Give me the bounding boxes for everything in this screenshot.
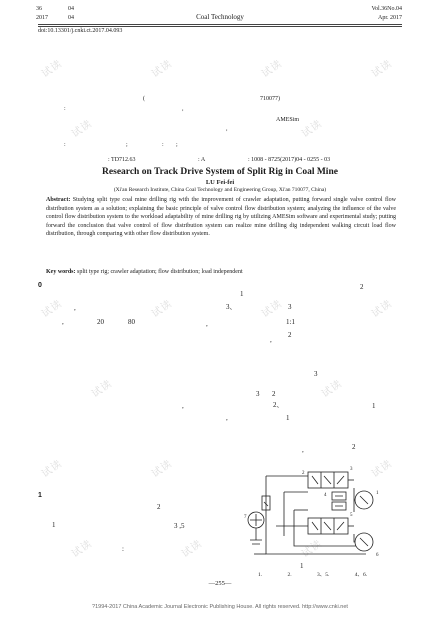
header-rule: [38, 24, 402, 25]
body-fragment: 3 ,5: [174, 522, 185, 530]
body-fragment: 3: [288, 303, 292, 311]
svg-text:3: 3: [350, 467, 353, 472]
watermark-text: 试读: [259, 298, 285, 320]
watermark-text: 试读: [299, 538, 325, 560]
section-0-heading: 0: [38, 282, 42, 289]
body-fragment: ,: [62, 318, 64, 326]
watermark-text: 试读: [149, 298, 175, 320]
figure-1-number: 1: [300, 562, 304, 570]
english-author: LU Fei-fei: [205, 179, 235, 186]
watermark-text: 试读: [369, 58, 395, 80]
article-number: : 1008 - 8725(2017)04 - 0255 - 03: [248, 157, 331, 163]
body-fragment: 3: [314, 370, 318, 378]
caption-item: 3、5.: [317, 572, 330, 578]
svg-text:5: 5: [350, 513, 353, 518]
abstract-fragment: ,: [182, 106, 184, 112]
svg-text:4: 4: [324, 493, 327, 498]
body-fragment: ,: [182, 402, 184, 410]
english-keywords: [46, 268, 396, 277]
watermark-text: 试读: [89, 378, 115, 400]
body-fragment: 1:1: [286, 318, 295, 326]
body-fragment: 2: [360, 283, 364, 291]
hydraulic-schematic-figure: [236, 466, 386, 562]
english-abstract: [46, 196, 396, 239]
svg-text:6: 6: [376, 553, 379, 558]
watermark-text: 试读: [149, 58, 175, 80]
body-fragment: 2: [272, 390, 276, 398]
keywords-fragment: :: [162, 142, 164, 148]
affiliation-postcode: 710077): [260, 96, 280, 102]
body-fragment: 1: [52, 521, 56, 529]
document-code: : A: [198, 157, 206, 163]
body-fragment: ,: [302, 446, 304, 454]
figure-1-caption: [258, 572, 398, 578]
body-fragment: 1: [240, 290, 244, 298]
body-fragment: ,: [270, 336, 272, 344]
keywords-fragment: ;: [126, 142, 128, 148]
svg-text:2: 2: [302, 471, 305, 476]
abstract-fragment: :: [64, 106, 66, 112]
svg-text:1: 1: [376, 491, 379, 496]
copyright-footer: ?1994-2017 China Academic Journal Electronic Publishing House. All rights reserved. http://www.cnki.net: [92, 604, 348, 610]
body-fragment: 2: [157, 503, 161, 511]
watermark-text: 试读: [369, 298, 395, 320]
keywords-text: split type rig; crawler adaptation; flow distribution; load independent: [77, 269, 243, 275]
month: 04: [68, 15, 74, 21]
affiliation-fragment: (: [143, 96, 145, 102]
body-fragment: ,: [206, 320, 208, 328]
abstract-label: Abstract:: [46, 197, 71, 203]
year: 2017: [36, 15, 48, 21]
body-fragment: 1: [372, 402, 376, 410]
watermark-text: 试读: [319, 378, 345, 400]
doi: doi:10.13301/j.cnki.ct.2017.04.093: [38, 28, 123, 34]
body-fragment: 3、: [226, 303, 237, 311]
watermark-text: 试读: [39, 298, 65, 320]
watermark-text: 试读: [149, 458, 175, 480]
section-1-heading: 1: [38, 492, 42, 499]
clc-number: : TD712.63: [108, 157, 136, 163]
volume-number: 36: [36, 6, 42, 12]
body-fragment: ,: [74, 304, 76, 312]
caption-item: 1.: [258, 572, 263, 578]
body-fragment: 2: [352, 443, 356, 451]
caption-item: 2.: [287, 572, 292, 578]
abstract-fragment: ,: [226, 126, 228, 132]
watermark-text: 试读: [259, 58, 285, 80]
watermark-text: 试读: [369, 458, 395, 480]
english-affiliation: (Xi'an Research Institute, China Coal Technology and Engineering Group, Xi'an 710077, China): [113, 187, 327, 193]
volume-issue: Vol.36No.04: [371, 6, 402, 12]
watermark-text: 试读: [69, 538, 95, 560]
watermark-text: 试读: [179, 538, 205, 560]
body-fragment: 2、: [273, 401, 284, 409]
body-fragment: 1: [286, 414, 290, 422]
header-rule: [38, 26, 402, 27]
caption-item: 4、6.: [354, 572, 368, 578]
journal-name: Coal Technology: [196, 13, 244, 21]
keywords-fragment: :: [64, 142, 66, 148]
page-number: —255—: [208, 580, 232, 587]
watermark-text: 试读: [39, 58, 65, 80]
abstract-fragment: AMESim: [276, 117, 300, 123]
watermark-text: 试读: [299, 118, 325, 140]
watermark-text: 试读: [69, 118, 95, 140]
keywords-fragment: ;: [176, 142, 178, 148]
keywords-label: Key words:: [46, 269, 76, 275]
english-title: Research on Track Drive System of Split Rig in Coal Mine: [102, 167, 338, 177]
body-fragment: ,: [226, 414, 228, 422]
abstract-text: Studying split type coal mine drilling rig with the improvement of crawler adaptation, putting forward single valve control flow distribution system as a solution; explaining the basic principle of valve control flow distribution system; analyzing the influence of the valve control flow distribution system to the workload adaptability of mine drilling rig by utilizing AMESim software and experimental study; putting forward the conclusion that valve control of flow distribution system can realize mine drilling dig independent walking circuit load flow distribution, through comparing with other flow distribution system.: [46, 197, 396, 238]
issue-number: 04: [68, 6, 74, 12]
issue-date: Apr. 2017: [378, 15, 402, 21]
body-fragment: 2: [288, 331, 292, 339]
body-fragment: 20: [97, 318, 104, 326]
body-fragment: :: [122, 545, 124, 553]
body-fragment: 80: [128, 318, 135, 326]
watermark-text: 试读: [39, 458, 65, 480]
svg-text:7: 7: [244, 515, 247, 520]
body-fragment: 3: [256, 390, 260, 398]
